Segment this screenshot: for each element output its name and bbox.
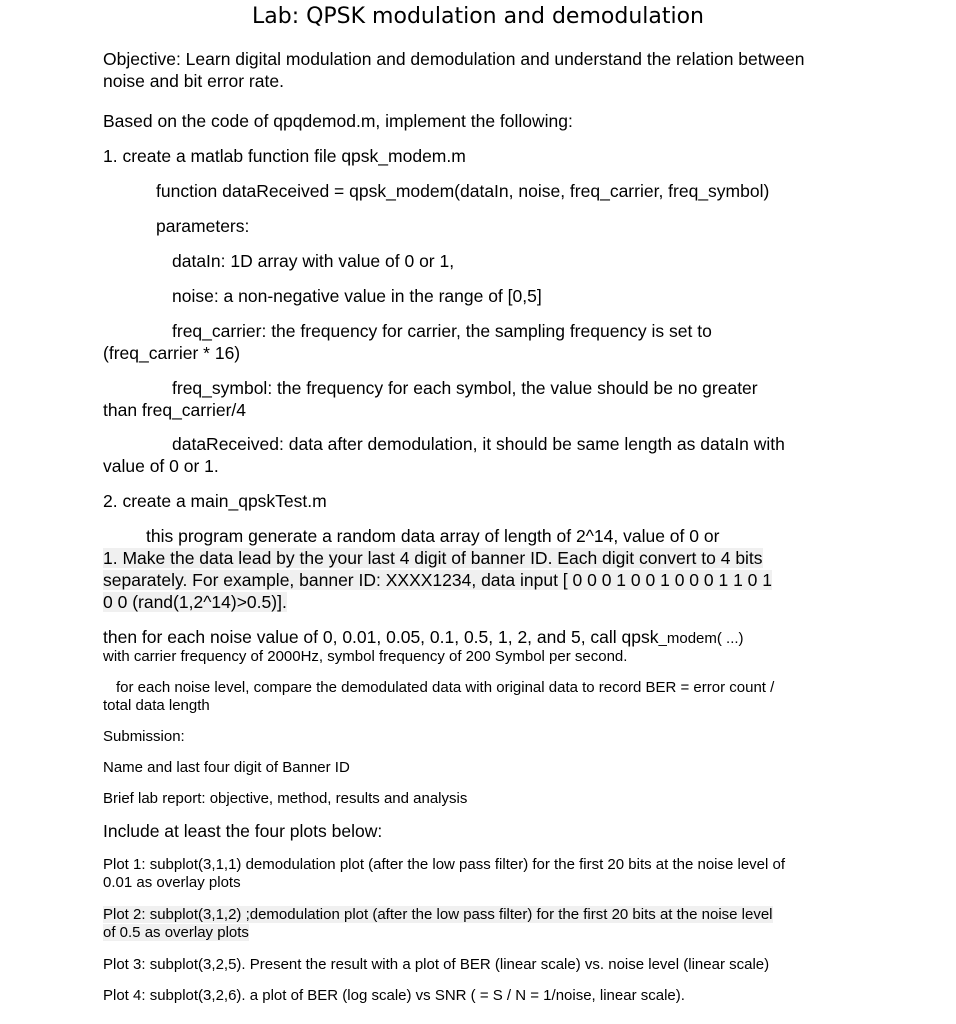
noise-loop-line2: with carrier frequency of 2000Hz, symbol frequency of 200 Symbol per second. — [103, 648, 628, 665]
param-symbol-line1: freq_symbol: the frequency for each symbol, the value should be no greater — [172, 378, 758, 398]
document-title: Lab: QPSK modulation and demodulation — [251, 4, 705, 29]
step2-line4-text: 0 0 (rand(1,2^14)>0.5)]. — [103, 592, 287, 612]
step2-line2 — [103, 547, 863, 569]
intro-line: Based on the code of qpqdemod.m, implement the following: — [103, 111, 573, 131]
step2-line1: this program generate a random data array of length of 2^14, value of 0 or — [146, 526, 720, 546]
ber-line1: for each noise level, compare the demodulated data with original data to record BER = error count / — [116, 679, 775, 696]
plot4-line: Plot 4: subplot(3,2,6). a plot of BER (log scale) vs SNR ( = S / N = 1/noise, linear scale). — [103, 987, 685, 1004]
submission-item-report: Brief lab report: objective, method, results and analysis — [103, 790, 468, 807]
ber-line2: total data length — [103, 697, 210, 714]
param-symbol-line2: than freq_carrier/4 — [103, 400, 246, 420]
param-received-line2: value of 0 or 1. — [103, 456, 219, 476]
step2-line4 — [103, 591, 848, 613]
function-signature: function dataReceived = qpsk_modem(dataIn, noise, freq_carrier, freq_symbol) — [156, 181, 770, 201]
plot2-line2-text: of 0.5 as overlay plots — [103, 924, 249, 941]
param-received-line1: dataReceived: data after demodulation, it should be same length as dataIn with — [172, 434, 785, 454]
parameters-label: parameters: — [156, 216, 250, 236]
step2-line2-text: 1. Make the data lead by the your last 4 digit of banner ID. Each digit convert to 4 bits — [103, 548, 763, 568]
objective-paragraph: Objective: Learn digital modulation and demodulation and understand the relation between noise and bit error rate. — [103, 49, 805, 91]
plot2-line1 — [103, 905, 863, 924]
plot2-line2 — [103, 923, 848, 942]
param-noise: noise: a non-negative value in the range of [0,5] — [172, 286, 542, 306]
plot1-line2: 0.01 as overlay plots — [103, 874, 241, 891]
submission-item-name: Name and last four digit of Banner ID — [103, 759, 350, 776]
plot1-line1: Plot 1: subplot(3,1,1) demodulation plot (after the low pass filter) for the first 20 bits at the noise level of — [103, 856, 786, 873]
param-carrier-line1: freq_carrier: the frequency for carrier, the sampling frequency is set to — [172, 321, 712, 341]
plot2-line1-text: Plot 2: subplot(3,1,2) ;demodulation plot (after the low pass filter) for the first 20 bits at the noise level — [103, 906, 773, 923]
plot3-line: Plot 3: subplot(3,2,5). Present the result with a plot of BER (linear scale) vs. noise level (linear scale) — [103, 956, 770, 973]
param-carrier-line2: (freq_carrier * 16) — [103, 343, 241, 363]
noise-loop-line1 — [103, 626, 863, 648]
submission-label: Submission: — [103, 728, 185, 745]
step2-heading: 2. create a main_qpskTest.m — [103, 491, 327, 511]
step1-heading: 1. create a matlab function file qpsk_modem.m — [103, 146, 466, 166]
plots-intro: Include at least the four plots below: — [103, 821, 383, 841]
noise-loop-line1-main: then for each noise value of 0, 0.01, 0.05, 0.1, 0.5, 1, 2, and 5, call qpsk — [103, 627, 659, 647]
param-datain: dataIn: 1D array with value of 0 or 1, — [172, 251, 455, 271]
step2-line3-text: separately. For example, banner ID: XXXX1234, data input [ 0 0 0 1 0 0 1 0 0 0 1 1 0 1 — [103, 570, 772, 590]
noise-loop-line1-tail: _modem( ...) — [658, 630, 744, 647]
step2-line3 — [103, 569, 863, 591]
